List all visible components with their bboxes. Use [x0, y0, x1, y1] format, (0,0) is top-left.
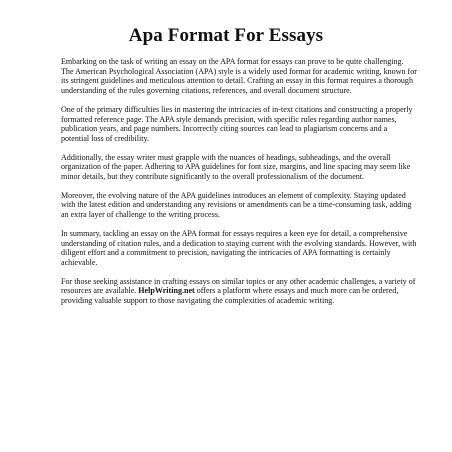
paragraph-organization: Additionally, the essay writer must grapple with the nuances of headings, subheadings, and the overall organization of the paper. Adhering to APA guidelines for font size, margins, and line spacing may seem like minor details, but they contribute significantly to the overall professionalism of the document.	[61, 152, 411, 182]
paragraph-resources	[61, 277, 417, 306]
document-title: Apa Format For Essays	[128, 25, 324, 46]
paragraph-intro: Embarking on the task of writing an essay on the APA format for essays can prove to be quite challenging. The American Psychological Association (APA) style is a widely used format for academic writing, known for its stringent guidelines and meticulous attention to detail. Crafting an essay in this format requires a thorough understanding of the rules governing citations, references, and overall document structure.	[61, 57, 417, 96]
helpwriting-link[interactable]: HelpWriting.net	[138, 286, 195, 296]
paragraph-summary: In summary, tackling an essay on the APA format for essays requires a keen eye for detail, a comprehensive understanding of citation rules, and a dedication to staying current with the evolving standards. However, with diligent effort and a commitment to precision, navigating the intricacies of APA formatting is certainly achievable.	[61, 228, 417, 267]
resources-text-after: offers a platform where essays and much more can be ordered, providing valuable support to those navigating the complexities of academic writing.	[61, 286, 399, 306]
resources-text-before: For those seeking assistance in crafting essays on similar topics or any other academic challenges, a variety of resources are available.	[61, 276, 416, 296]
paragraph-citations: One of the primary difficulties lies in mastering the intricacies of in-text citations and constructing a properly formatted reference page. The APA style demands precision, with specific rules regarding author names, publication years, and page numbers. Incorrectly citing sources can lead to plagiarism concerns and a potential loss of credibility.	[61, 104, 413, 143]
document-body	[61, 57, 417, 315]
paragraph-evolving-guidelines: Moreover, the evolving nature of the APA guidelines introduces an element of complexity. Staying updated with the latest edition and understanding any revisions or amendments can be a time-consuming task, adding an extra layer of challenge to the writing process.	[61, 190, 412, 220]
